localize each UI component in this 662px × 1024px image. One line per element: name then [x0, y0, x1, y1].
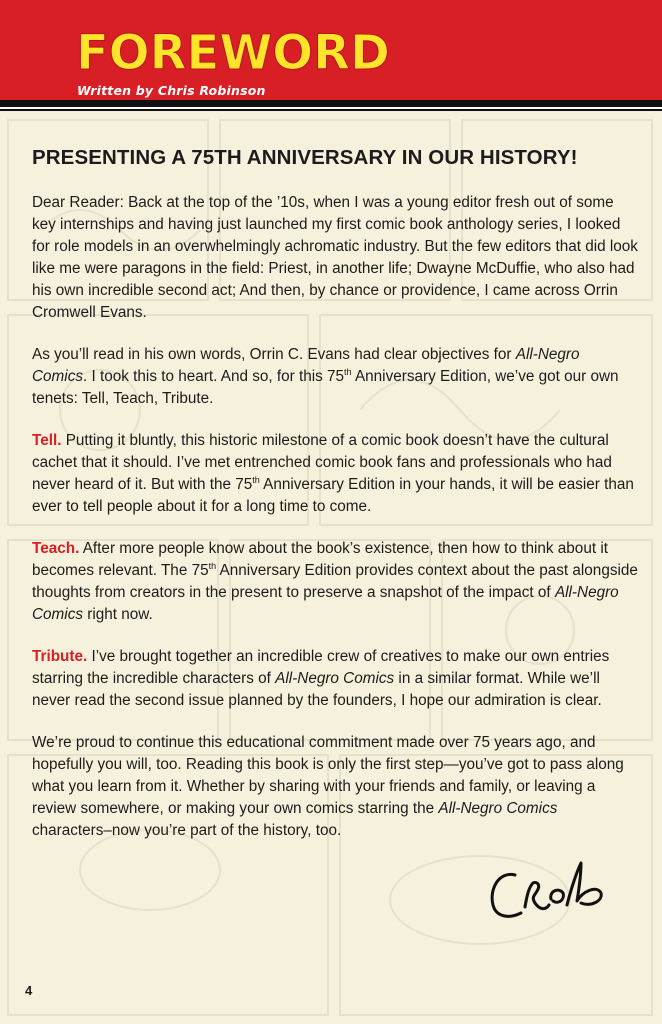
text-run: Anniversary Edition in your hands, it will be easier than ever to tell people about it for a long time to come.: [32, 476, 634, 515]
header-divider-thin: [0, 109, 662, 111]
ordinal-suffix: th: [208, 561, 217, 571]
article-body: [32, 145, 638, 862]
page-number: 4: [25, 983, 33, 998]
page-title: FOREWORD: [76, 25, 390, 81]
text-run: As you’ll read in his own words, Orrin C. Evans had clear objectives for: [32, 346, 516, 363]
text-run: right now.: [83, 606, 153, 623]
paragraph-objectives: [32, 344, 638, 410]
paragraph-teach: [32, 538, 638, 626]
section-heading: PRESENTING A 75TH ANNIVERSARY IN OUR HISTORY!: [32, 146, 578, 169]
book-title: All-Negro Comics: [32, 584, 619, 623]
byline: Written by Chris Robinson: [77, 83, 266, 98]
paragraph-intro: Dear Reader: Back at the top of the ’10s, when I was a young editor fresh out of some key internships and having just launched my first comic book anthology series, I looked for role models in an overwhelmingly achromatic industry. But the few editors that did look like me were paragons in the field: Priest, in another life; Dwayne McDuffie, who also had his own incredible second act; And then, by chance or providence, I came across Orrin Cromwell Evans.: [32, 194, 638, 321]
text-run: in a similar format. While we’ll never read the second issue planned by the founders, I hope our admiration is clear.: [32, 670, 602, 709]
text-run: I’ve brought together an incredible crew of creatives to make our own entries starring the incredible characters of: [32, 648, 610, 687]
book-title: All-Negro Comics: [32, 346, 580, 385]
paragraph-closing: [32, 732, 638, 842]
tenet-label-teach: Teach.: [32, 540, 80, 557]
text-run: characters–now you’re part of the history, too.: [32, 822, 342, 839]
text-run: Anniversary Edition provides context about the past alongside thoughts from creators in the present to preserve a snapshot of the impact of: [32, 562, 638, 601]
tenet-label-tell: Tell.: [32, 432, 62, 449]
text-run: After more people know about the book’s existence, then how to think about it becomes relevant. The 75: [32, 540, 608, 579]
paragraph-tribute: [32, 646, 638, 712]
book-title: All-Negro Comics: [275, 670, 395, 687]
text-run: Anniversary Edition, we’ve got our own tenets: Tell, Teach, Tribute.: [32, 368, 619, 407]
text-run: We’re proud to continue this educational commitment made over 75 years ago, and hopefully you will, too. Reading this book is only the first step—you’ve got to pass along what you learn from it. Whether by sharing with your friends and family, or leaving a review somewhere, or making your own comics starring the: [32, 734, 624, 817]
paragraph-tell: [32, 430, 638, 518]
text-run: . I took this to heart. And so, for this 75: [83, 368, 345, 385]
header-divider: [0, 100, 662, 107]
text-run: Putting it bluntly, this historic milestone of a comic book doesn’t have the cultural cachet that it should. I’ve met entrenched comic book fans and professionals who had never heard of it. But with the 75: [32, 432, 612, 493]
ordinal-suffix: th: [252, 475, 260, 485]
signature: [485, 855, 613, 927]
tenet-label-tribute: Tribute.: [32, 648, 88, 665]
ordinal-suffix: th: [344, 367, 352, 377]
header-banner: [0, 0, 662, 100]
book-title: All-Negro Comics: [438, 800, 558, 817]
